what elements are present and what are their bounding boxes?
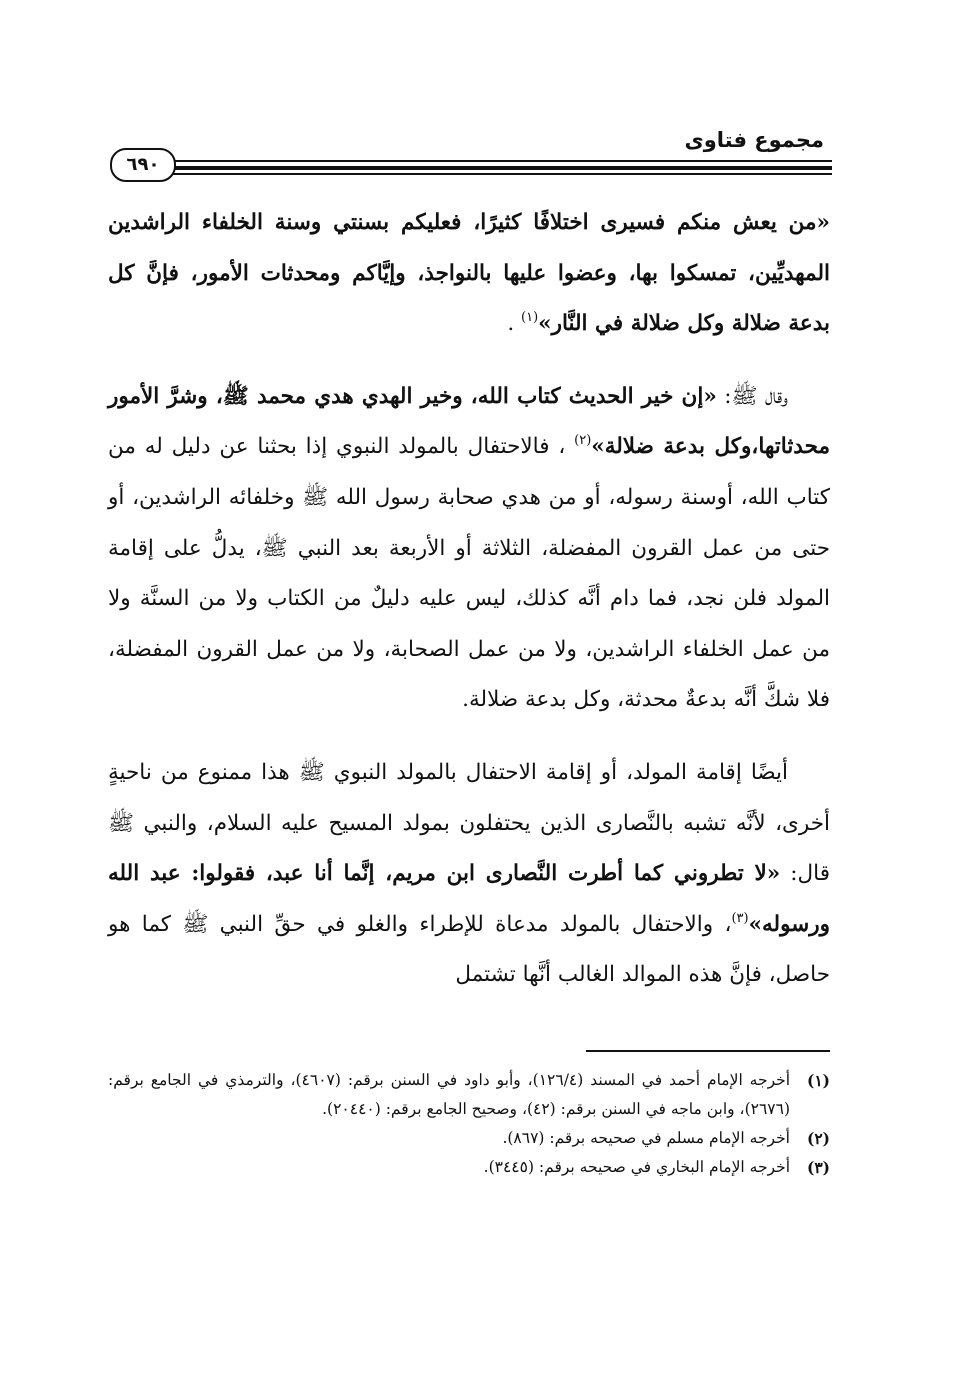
paragraph-1 [108, 198, 830, 350]
footnote-1 [108, 1066, 830, 1124]
paragraph-2-body: ، فالاحتفال بالمولد النبوي إذا بحثنا عن دليل له من كتاب الله، أوسنة رسوله، أو من هدي صحابة رسول الله ﷺ وخلفائه الراشدين، أو حتى من عمل القرون المفضلة، الثلاثة أو الأربعة بعد النبي ﷺ، يدلُّ على إقامة المولد فلن نجد، فما دام أنَّه كذلك، ليس عليه دليلٌ من الكتاب ولا من السنَّة ولا من عمل الخلفاء الراشدين، ولا من عمل الصحابة، ولا من عمل القرون المفضلة، فلا شكَّ أنَّه بدعةٌ محدثة، وكل بدعة ضلالة. [108, 434, 830, 713]
hadith-quote-1: «من يعش منكم فسيرى اختلافًا كثيرًا، فعليكم بسنتي وسنة الخلفاء الراشدين المهديِّين، تمسكوا بها، وعضوا عليها بالنواجذ، وإيَّاكم ومحدثات الأمور، فإنَّ كل بدعة ضلالة وكل ضلالة في النَّار» [108, 210, 830, 337]
footnote-ref-1: (١) [521, 310, 539, 326]
footnote-text: أخرجه الإمام البخاري في صحيحه برقم: (٣٤٤٥). [483, 1158, 790, 1176]
paragraph-1-end: . [507, 311, 521, 337]
book-title: مجموع فتاوى [684, 128, 824, 152]
paragraph-2-intro: وقال ﷺ: [716, 383, 788, 409]
page-number: ٦٩٠ [110, 148, 176, 182]
footnote-separator [586, 1050, 830, 1052]
page-header [110, 128, 832, 180]
header-rule [110, 140, 832, 176]
footnote-text: أخرجه الإمام مسلم في صحيحه برقم: (٨٦٧). [502, 1129, 790, 1147]
hadith-quote-2: «إن خير الحديث كتاب الله، وخير الهدي هدي محمد ﷺ، وشرَّ الأمور محدثاتها،وكل بدعة ضلالة» [108, 383, 830, 460]
footnote-2 [108, 1124, 830, 1153]
main-text [108, 198, 830, 1001]
footnote-number: (٢) [806, 1129, 830, 1148]
hadith-quote-3: «لا تطروني كما أطرت النَّصارى ابن مريم، إنَّما أنا عبد، فقولوا: عبد الله ورسوله» [108, 861, 830, 937]
footnote-ref-3: (٣) [731, 910, 749, 926]
header-rule-thick [172, 166, 832, 170]
footnote-number: (٣) [806, 1158, 830, 1177]
footnote-number: (١) [806, 1071, 830, 1090]
header-rule-thin-lower [172, 173, 832, 175]
paragraph-3-body: ، والاحتفال بالمولد مدعاة للإطراء والغلو في حقِّ النبي ﷺ كما هو حاصل، فإنَّ هذه الموالد الغالب أنَّها تشتمل [108, 911, 830, 988]
footnotes [108, 1066, 830, 1182]
header-rule-thin [172, 160, 832, 162]
footnote-ref-2: (٢) [574, 433, 592, 449]
footnote-3 [108, 1153, 830, 1182]
paragraph-3 [108, 748, 830, 1001]
paragraph-3-intro: أيضًا إقامة المولد، أو إقامة الاحتفال بالمولد النبوي ﷺ هذا ممنوع من ناحيةٍ أخرى، لأنَّه تشبه بالنَّصارى الذين يحتفلون بمولد المسيح عليه السلام، والنبي ﷺ قال: [108, 759, 830, 887]
footnote-text: أخرجه الإمام أحمد في المسند (١٢٦/٤)، وأبو داود في السنن برقم: (٤٦٠٧)، والترمذي في الجامع برقم: (٢٦٧٦)، وابن ماجه في السنن برقم: (٤٢)، وصحيح الجامع برقم: (٢٠٤٤٠). [108, 1071, 791, 1118]
paragraph-2 [108, 372, 830, 726]
